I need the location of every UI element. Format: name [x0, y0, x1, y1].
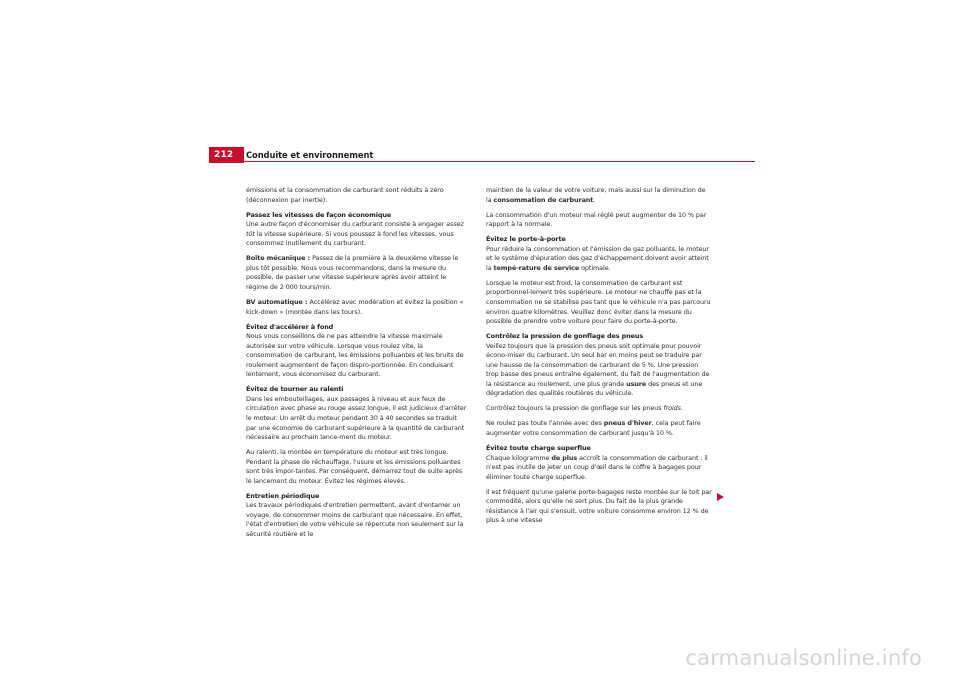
paragraph — [486, 245, 712, 274]
header-divider — [209, 161, 755, 162]
text: la vitesse supérieure. Si vous poussez à fond les vitesses, vous consommez inutilement du carburant. — [246, 229, 454, 248]
label-boite-mecanique: Boîte mécanique : — [246, 254, 313, 263]
strong: pneus d'hiver — [603, 419, 652, 428]
emphasis: quatre — [511, 307, 533, 316]
section-title: Conduite et environnement — [246, 150, 374, 160]
heading-vitesses: Passez les vitesses de façon économique — [246, 210, 392, 219]
paragraph — [246, 298, 468, 317]
strong: de plus — [551, 453, 578, 462]
heading-pneus: Contrôlez la pression de gonflage des pneus — [486, 332, 644, 341]
paragraph: Les travaux périodiques d'entretien permettent, avant d'entamer un voyage, de consommer moins de carburant que nécessaire. En effet, l'état d'entretien de votre véhicule se répercute non seulement sur la sécurité routière et le — [246, 501, 464, 538]
text: Contrôlez toujours la pression de gonflage sur les pneus — [486, 404, 664, 413]
text: Lorsque le moteur est froid, la consommation de carburant est proportionnel-lement très supérieure. Le moteur ne chauffe pas et la consommation ne se stabilise pas tant que le véhicule n'a pas parcouru environ — [486, 278, 711, 316]
emphasis: froids — [663, 404, 681, 413]
text: . — [593, 195, 596, 204]
strong: tempé-rature de service — [493, 263, 580, 272]
text: kilomètres. Veuillez donc éviter dans la mesure du possible de prendre votre voiture pour faire du porte-à-porte. — [486, 307, 692, 326]
strong: usure — [626, 379, 647, 388]
text: accroît la consommation de carburant : il n'est pas inutile de jeter un coup d'œil dans le coffre à bagages pour éliminer toute charge superflue. — [486, 453, 708, 481]
paragraph — [486, 454, 712, 483]
text: , cela peut faire augmenter votre consommation de carburant jusqu'à 10 %. — [486, 419, 701, 438]
paragraph — [486, 186, 712, 205]
paragraph: émissions et la consommation de carburant sont réduits à zéro (déconnexion par inertie). — [246, 186, 444, 204]
paragraph: La consommation d'un moteur mal réglé peut augmenter de 10 % par rapport à la normale. — [486, 210, 707, 229]
text: Pour réduire la consommation et l'émission de gaz polluants, le moteur et le système d'épuration des gaz d'échappement doivent avoir atteint la — [486, 244, 709, 272]
watermark: carmanualsonline.info — [685, 646, 922, 670]
arrow-right-icon — [717, 493, 724, 501]
paragraph: Dans les embouteillages, aux passages à niveau et aux feux de circulation avec phase au rouge assez longue, il est judicieux d'arrêter le moteur. Un arrêt du moteur pendant 30 à 40 secondes se traduit par une économie de carburant supérieure à la quantité de carburant nécessaire au prochain lance-ment du moteur. — [246, 394, 467, 442]
text: Une autre façon d'économiser du carburant consiste à engager — [246, 220, 447, 229]
text: . — [680, 404, 683, 413]
text: Veillez toujours que la pression des pneus soit optimale pour pouvoir écono-miser du carburant. Un seul bar en moins peut se traduire par une hausse de la consommation de carburant de 5 %. Une pression trop basse des pneus entraîne également, du fait de l'augmentation de la résistance au roulement, une plus grande — [486, 341, 710, 388]
strong: consommation de carburant — [493, 195, 594, 204]
paragraph: Il est fréquent qu'une galerie porte-bagages reste montée sur le toit par commodité, alors qu'elle ne sert plus. Du fait de la plus grande résistance à l'air qui s'ensuit, votre voiture consomme environ 12 % de plus à une vitesse — [486, 487, 712, 525]
right-column — [486, 186, 712, 531]
paragraph: Au ralenti, la montée en température du moteur est très longue. Pendant la phase de réchauffage, l'usure et les émissions polluantes sont très impor-tantes. Par conséquent, démarrez tout de suite après le lancement du moteur. Évitez les régimes élevés. — [246, 448, 463, 485]
paragraph — [486, 419, 712, 438]
text: maintien de la valeur de votre voiture, mais aussi sur la diminution de la — [486, 186, 706, 204]
left-column — [246, 186, 468, 545]
heading-ralenti: Évitez de tourner au ralenti — [246, 385, 344, 394]
text: Chaque kilogramme — [486, 453, 552, 462]
heading-porte: Évitez le porte-à-porte — [486, 235, 566, 244]
paragraph: Nous vous conseillons de ne pas atteindre la vitesse maximale autorisée sur votre véhicule. Lorsque vous roulez vite, la consommation de carburant, les émissions polluantes et les bruits de roulement augmentent de façon dispro-portionnée. En conduisant lentement, vous économisez du carburant. — [246, 332, 464, 379]
text: Ne roulez pas toute l'année avec des — [486, 419, 604, 428]
emphasis: assez tôt — [246, 220, 464, 238]
text: Accélérez avec modération et évitez la position « kick-down » (montée dans les tours). — [246, 297, 464, 316]
paragraph — [246, 220, 468, 249]
label-bv-automatique: BV automatique : — [246, 297, 310, 306]
page-number: 212 — [209, 147, 244, 163]
paragraph — [246, 254, 468, 292]
heading-fond: Évitez d'accélérer à fond — [246, 322, 334, 331]
paragraph — [486, 279, 712, 327]
paragraph — [486, 342, 712, 399]
paragraph — [486, 404, 712, 414]
heading-charge: Évitez toute charge superflue — [486, 444, 591, 453]
text: des pneus et une dégradation des qualités routières du véhicule. — [486, 379, 703, 398]
text: optimale. — [579, 263, 611, 272]
text: Passez de la première à la deuxième vitesse le plus tôt possible. Nous vous recommandons, dans la mesure du possible, de passer une vitesse supérieure après avoir atteint le régime de 2 000 tours/min. — [246, 254, 459, 291]
heading-entretien: Entretien périodique — [246, 491, 320, 500]
